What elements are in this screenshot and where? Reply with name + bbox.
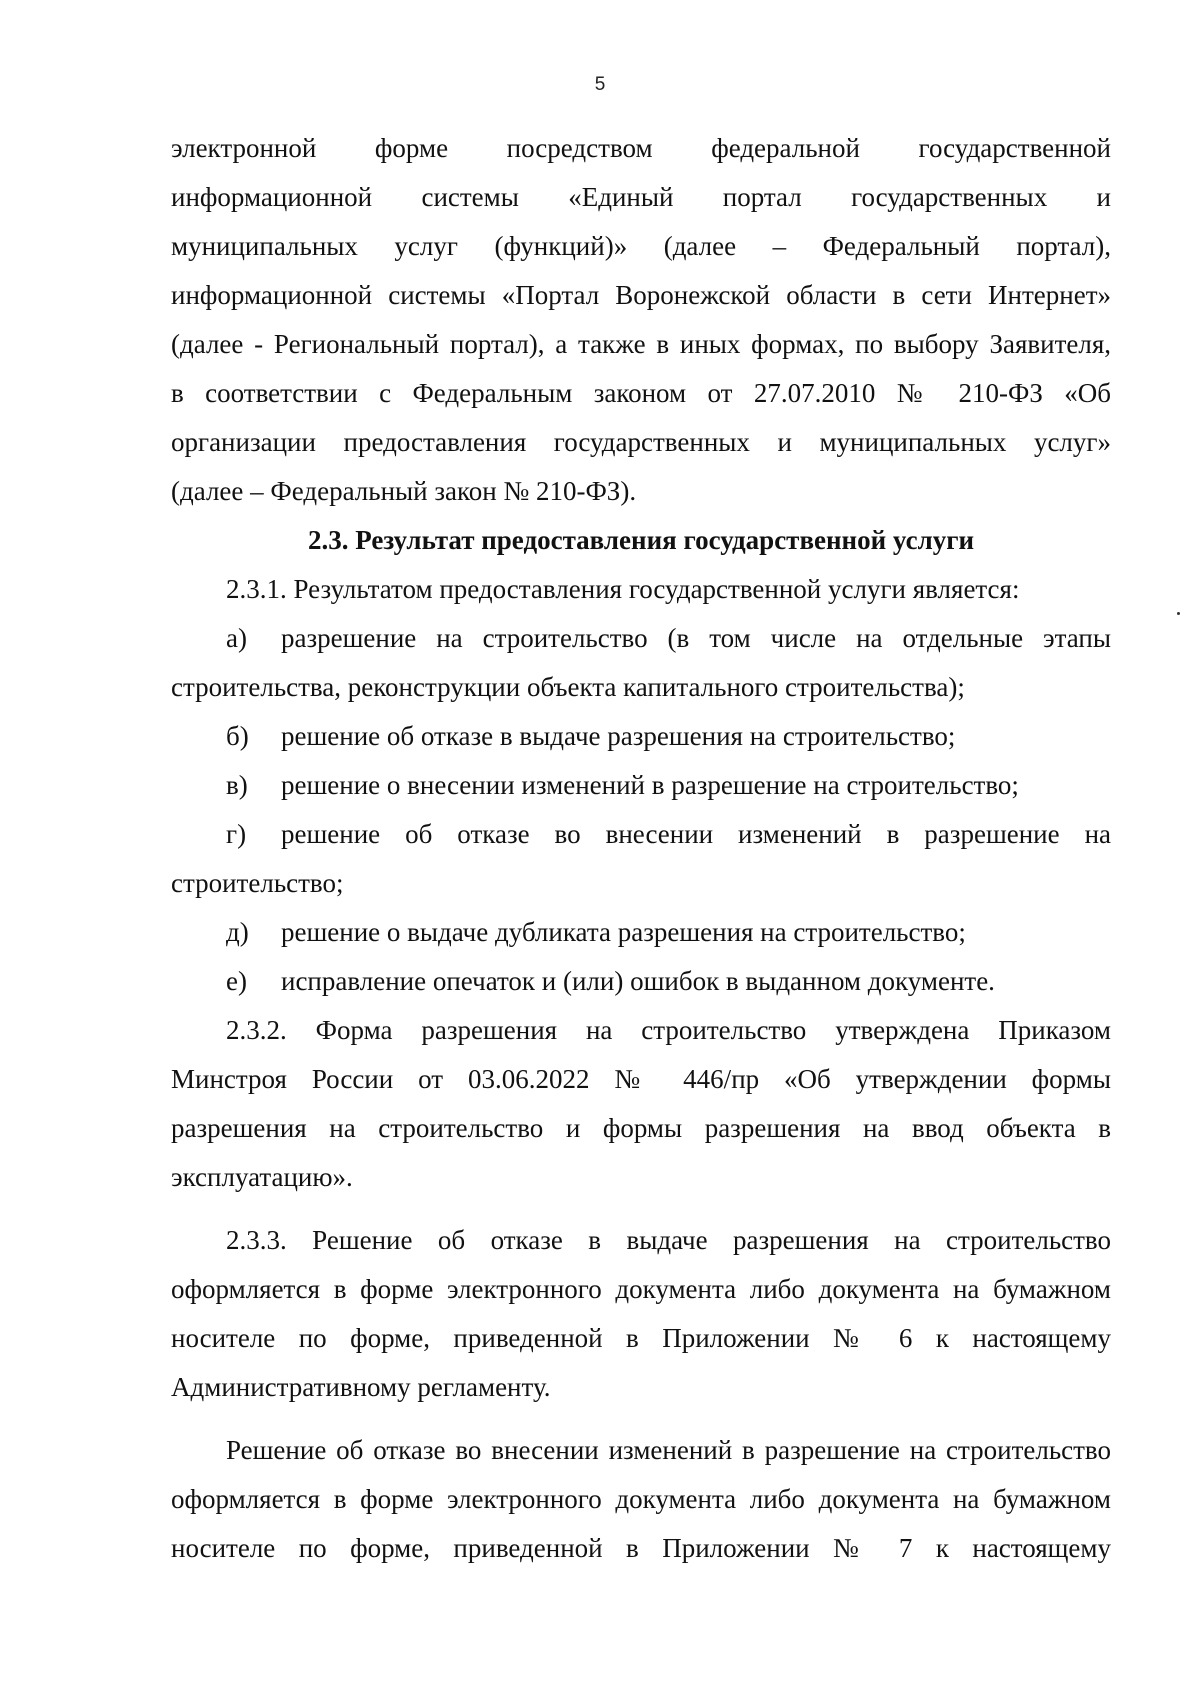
list-item-text: решение о выдаче дубликата разрешения на строительство;	[281, 917, 966, 947]
text-line: 2.3.3. Решение об отказе в выдаче разрешения на строительство	[226, 1225, 1111, 1255]
text-line: электронной форме посредством федеральной государственной	[171, 133, 1111, 163]
list-item-text: решение об отказе во внесении изменений в разрешение на	[281, 819, 1111, 849]
text-line: разрешения на строительство и формы разрешения на ввод объекта в	[171, 1113, 1111, 1143]
text-line: (далее – Федеральный закон № 210-ФЗ).	[171, 476, 637, 506]
text-line: информационной системы «Портал Воронежской области в сети Интернет»	[171, 280, 1111, 310]
text-line: оформляется в форме электронного документа либо документа на бумажном	[171, 1274, 1111, 1304]
text-line: муниципальных услуг (функций)» (далее – Федеральный портал),	[171, 231, 1111, 261]
scan-speck	[1177, 612, 1180, 615]
paragraph-gap	[171, 1412, 1111, 1426]
list-marker: е)	[226, 966, 247, 996]
list-marker: а)	[226, 623, 247, 653]
paragraph-portals	[171, 124, 1111, 516]
clause-2-3-1: 2.3.1. Результатом предоставления государственной услуги является:	[226, 574, 1020, 604]
text-line: в соответствии с Федеральным законом от 27.07.2010 № 210-ФЗ «Об	[171, 378, 1111, 408]
list-item	[171, 712, 1111, 761]
list-item	[171, 614, 1111, 663]
text-line: информационной системы «Единый портал государственных и	[171, 182, 1111, 212]
text-line: организации предоставления государственных и муниципальных услуг»	[171, 427, 1111, 457]
page-number: 5	[594, 74, 606, 95]
list-item-continuation: строительства, реконструкции объекта капитального строительства);	[171, 672, 965, 702]
text-line: носителе по форме, приведенной в Приложении № 7 к настоящему	[171, 1533, 1111, 1563]
list-marker: б)	[226, 721, 249, 751]
text-line: эксплуатацию».	[171, 1162, 353, 1192]
list-item-text: исправление опечаток и (или) ошибок в выданном документе.	[281, 966, 995, 996]
list-item-continuation: строительство;	[171, 868, 344, 898]
text-line: Минстроя России от 03.06.2022 № 446/пр «Об утверждении формы	[171, 1064, 1111, 1094]
list-item	[171, 810, 1111, 859]
section-heading: 2.3. Результат предоставления государственной услуги	[307, 525, 975, 555]
text-line: Решение об отказе во внесении изменений в разрешение на строительство	[226, 1435, 1111, 1465]
list-item-text: решение об отказе в выдаче разрешения на строительство;	[281, 721, 956, 751]
text-line: 2.3.2. Форма разрешения на строительство утверждена Приказом	[226, 1015, 1111, 1045]
list-item	[171, 761, 1111, 810]
clause-2-3-3	[171, 1216, 1111, 1412]
list-item-text: разрешение на строительство (в том числе на отдельные этапы	[281, 623, 1111, 653]
text-line: носителе по форме, приведенной в Приложении № 6 к настоящему	[171, 1323, 1111, 1353]
clause-2-3-2	[171, 1006, 1111, 1202]
text-line: Административному регламенту.	[171, 1372, 551, 1402]
list-marker: в)	[226, 770, 248, 800]
paragraph-refusal-changes	[171, 1426, 1111, 1573]
paragraph-gap	[171, 1202, 1111, 1216]
list-marker: г)	[226, 819, 247, 849]
list-item	[171, 908, 1111, 957]
list-item-text: решение о внесении изменений в разрешение на строительство;	[281, 770, 1019, 800]
text-line: оформляется в форме электронного документа либо документа на бумажном	[171, 1484, 1111, 1514]
list-item	[171, 957, 1111, 1006]
list-marker: д)	[226, 917, 249, 947]
document-body	[171, 124, 1111, 1573]
text-line: (далее - Региональный портал), а также в иных формах, по выбору Заявителя,	[171, 329, 1111, 359]
results-list	[171, 614, 1111, 1006]
